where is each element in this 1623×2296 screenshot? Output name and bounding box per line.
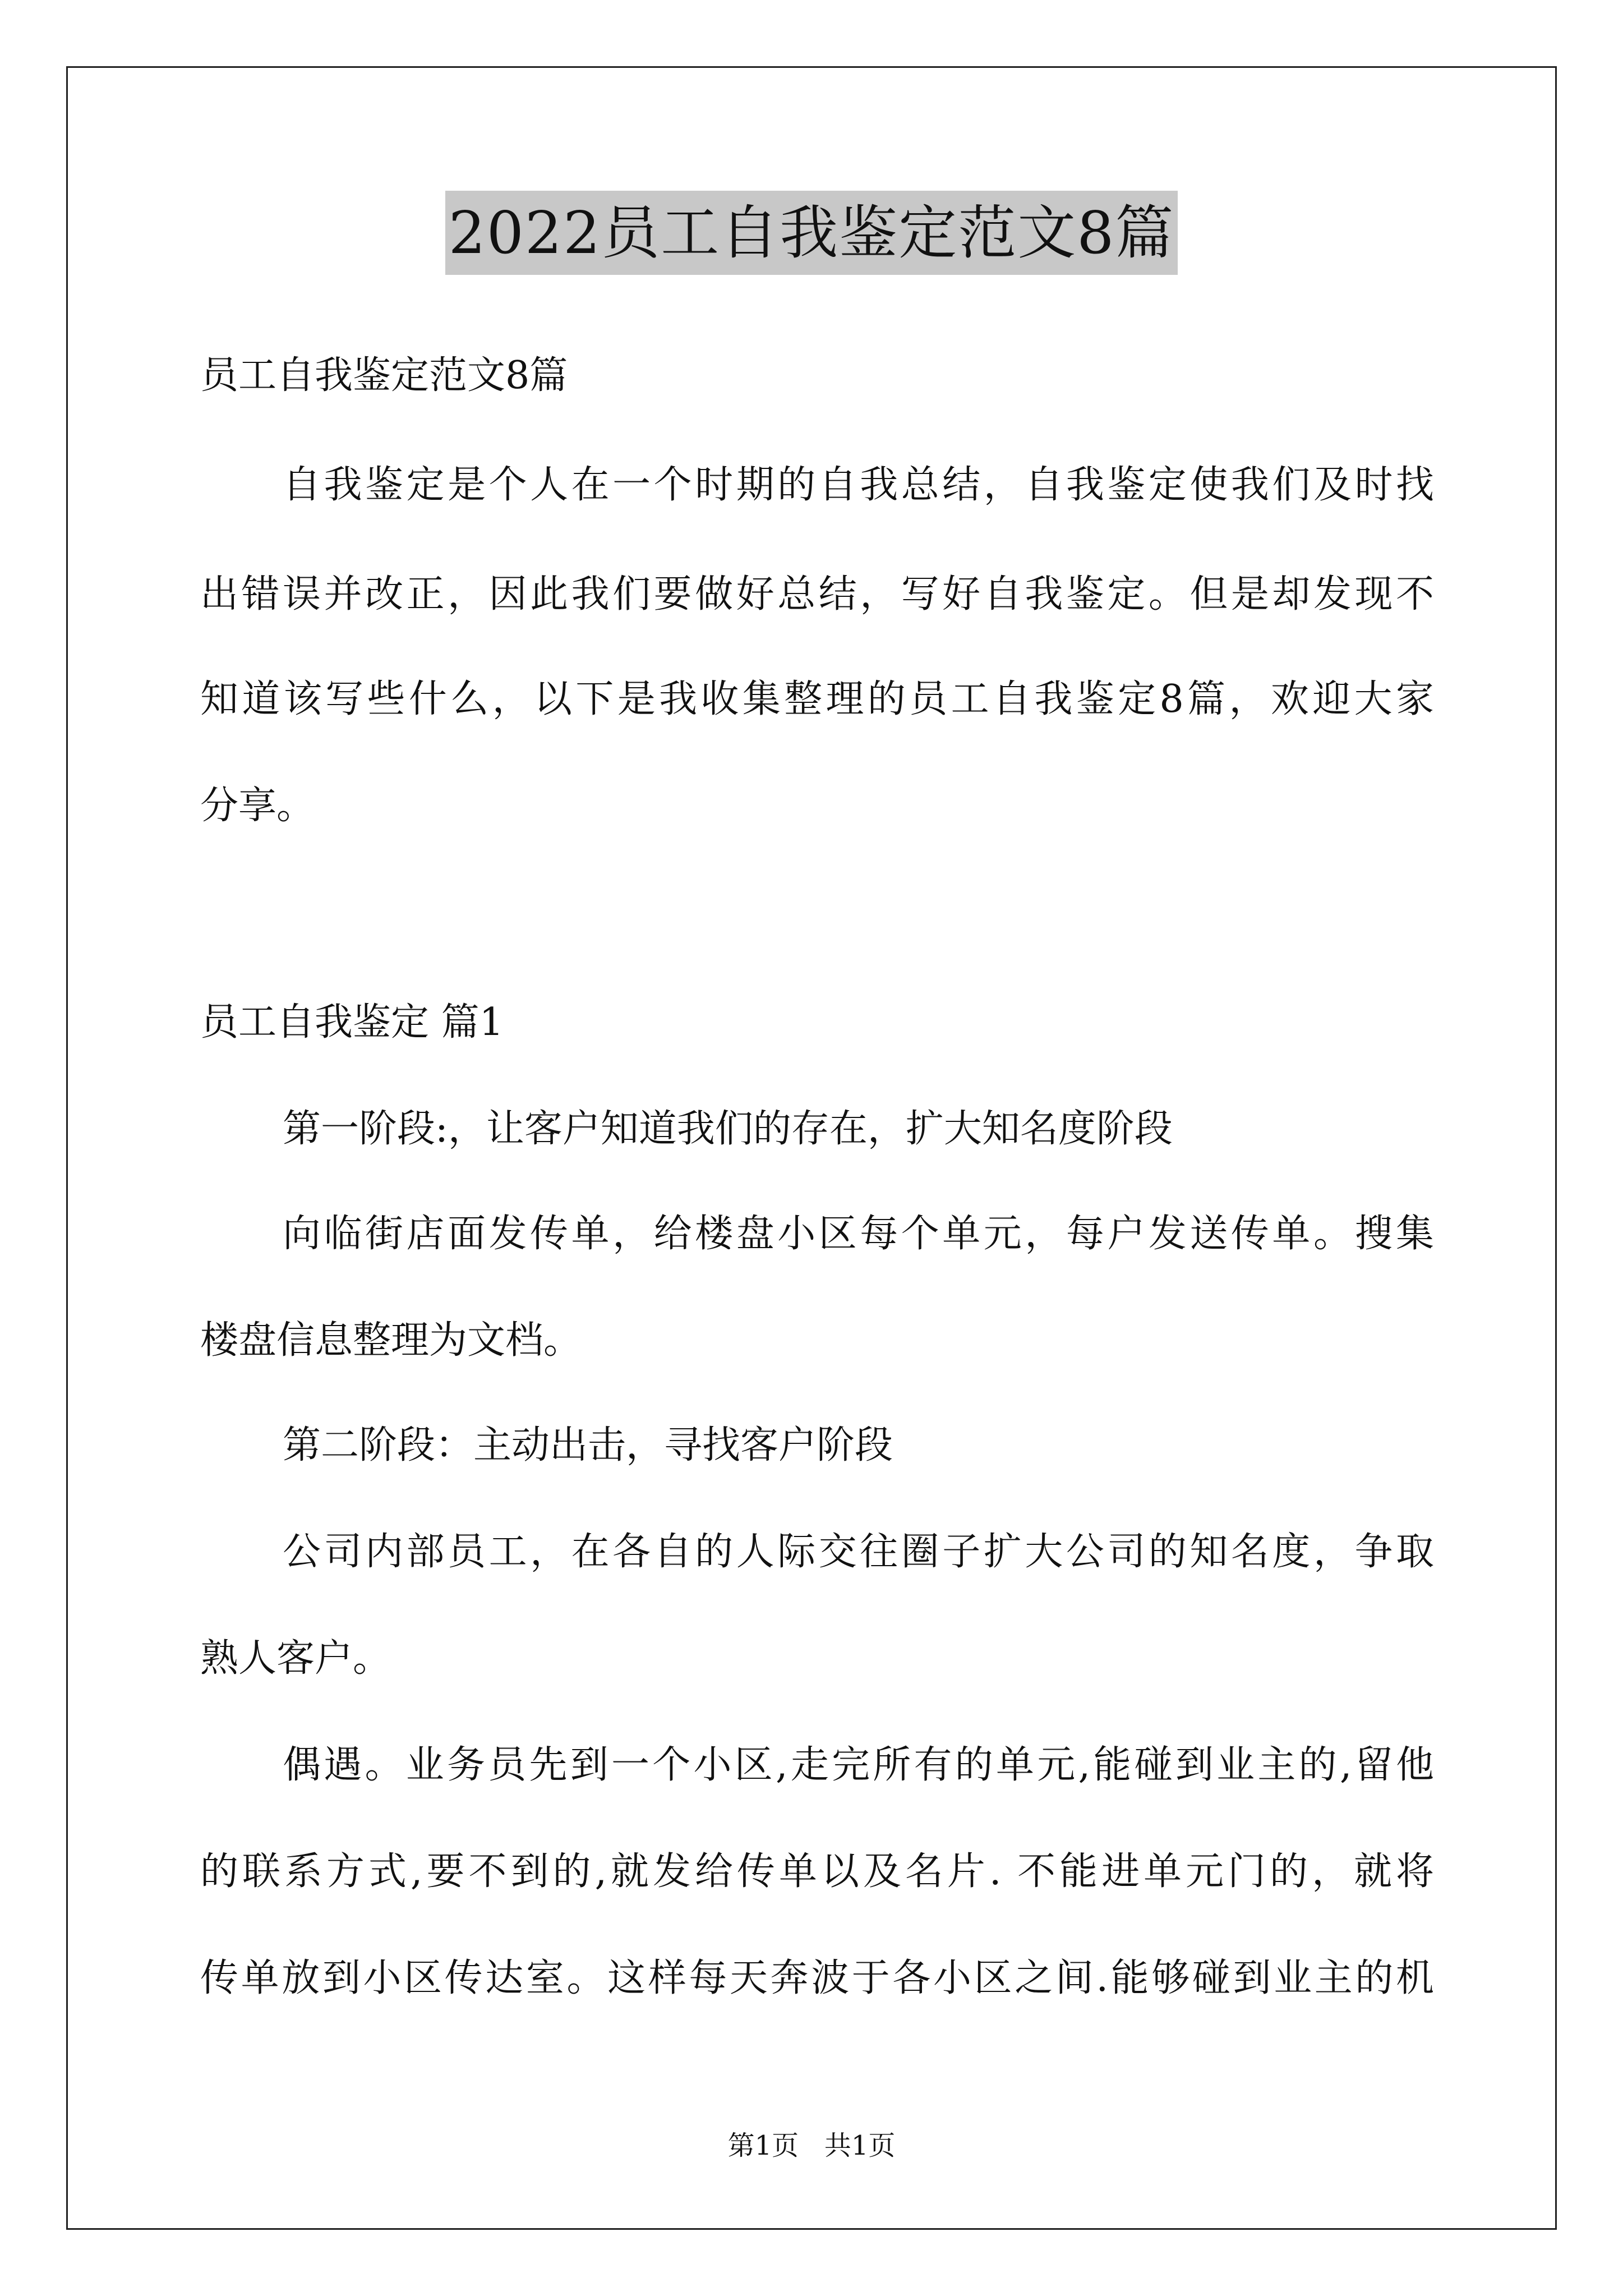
paragraph-line: 熟人客户。 [200, 1636, 391, 1681]
page-footer: 第1页 共1页 [727, 2130, 896, 2161]
subtitle-line: 员工自我鉴定范文8篇 [200, 353, 568, 398]
document-title: 2022员工自我鉴定范文8篇 [445, 191, 1178, 275]
paragraph-line: 第一阶段:，让客户知道我们的存在，扩大知名度阶段 [283, 1107, 1173, 1151]
paragraph-line: 公司内部员工，在各自的人际交往圈子扩大公司的知名度，争取 [283, 1530, 1434, 1574]
paragraph-line: 偶遇。业务员先到一个小区,走完所有的单元,能碰到业主的,留他 [283, 1743, 1434, 1787]
paragraph-line: 楼盘信息整理为文档。 [200, 1318, 582, 1363]
paragraph-line: 向临街店面发传单，给楼盘小区每个单元，每户发送传单。搜集 [283, 1212, 1434, 1256]
paragraph-line: 出错误并改正，因此我们要做好总结，写好自我鉴定。但是却发现不 [200, 572, 1434, 616]
paragraph-line: 的联系方式,要不到的,就发给传单以及名片. 不能进单元门的，就将 [200, 1849, 1434, 1894]
paragraph-line: 自我鉴定是个人在一个时期的自我总结，自我鉴定使我们及时找 [283, 463, 1434, 507]
paragraph-line: 分享。 [200, 784, 315, 828]
title-container [0, 191, 1623, 275]
paragraph-line: 传单放到小区传达室。这样每天奔波于各小区之间.能够碰到业主的机 [200, 1956, 1434, 2000]
paragraph-line: 第二阶段：主动出击，寻找客户阶段 [283, 1423, 893, 1467]
section-heading: 员工自我鉴定 篇1 [200, 1000, 504, 1045]
paragraph-line: 知道该写些什么，以下是我收集整理的员工自我鉴定8篇，欢迎大家 [200, 677, 1434, 721]
